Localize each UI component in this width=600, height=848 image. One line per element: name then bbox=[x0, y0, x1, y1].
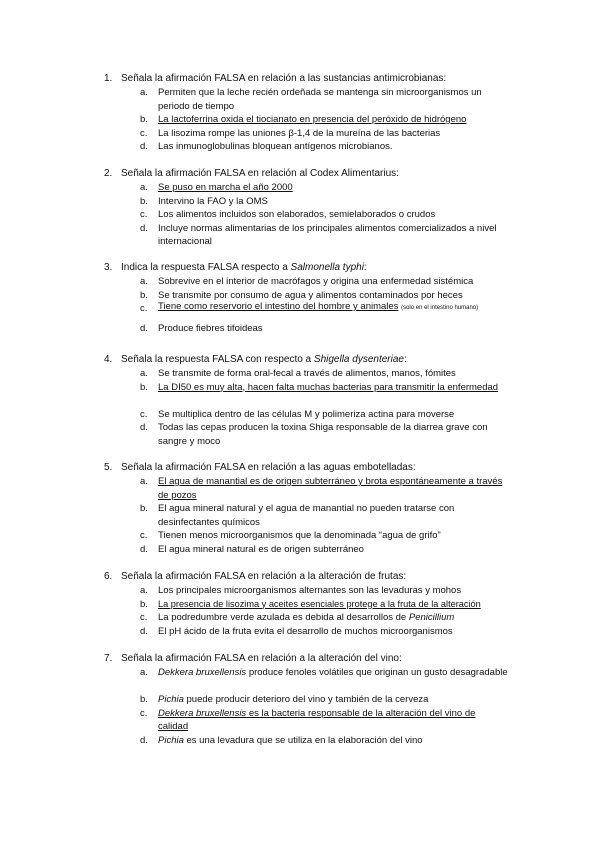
option-letter: c. bbox=[140, 303, 148, 314]
question-6 bbox=[0, 570, 600, 638]
option-text: Todas las cepas producen la toxina Shiga responsable de la diarrea grave con sangre y moco bbox=[158, 422, 488, 447]
option-text: Tienen menos microorganismos que la denominada “agua de grifo” bbox=[158, 530, 441, 541]
option-letter: a. bbox=[140, 276, 148, 287]
option-text: La lisozima rompe las uniones β-1,4 de la mureína de las bacterias bbox=[158, 127, 441, 139]
option-text: El agua mineral natural es de origen subterráneo bbox=[158, 543, 364, 555]
option-letter: b. bbox=[140, 195, 148, 207]
option-letter: b. bbox=[140, 694, 148, 705]
question-text: Señala la afirmación FALSA en relación al Codex Alimentarius: bbox=[121, 168, 399, 179]
option-letter: d. bbox=[140, 323, 148, 334]
question-number: 3. bbox=[104, 262, 113, 273]
species-name: Dekkera bruxellensis bbox=[158, 707, 247, 719]
option-text: El agua mineral natural y el agua de manantial no pueden tratarse con desinfectantes químicos bbox=[158, 503, 455, 528]
option-text: Permiten que la leche recién ordeñada se mantenga sin microorganismos un periodo de tiempo bbox=[158, 87, 482, 112]
question-number: 2. bbox=[104, 168, 113, 179]
option-text-marked: Dekkera bruxellensis es la bacteria responsable de la alteración del vino de calidad bbox=[158, 707, 476, 732]
question-number: 5. bbox=[104, 462, 113, 473]
option-letter: c. bbox=[140, 612, 148, 623]
option-letter: a. bbox=[140, 476, 148, 487]
question-text: Señala la afirmación FALSA en relación a las aguas embotelladas: bbox=[121, 462, 416, 473]
handwritten-note: (solo en el intestino humano) bbox=[401, 305, 479, 311]
option-letter: a. bbox=[140, 368, 148, 379]
question-text: Señala la afirmación FALSA en relación a las sustancias antimicrobianas: bbox=[121, 73, 447, 84]
question-2 bbox=[0, 167, 600, 249]
genus-name: Penicillium bbox=[408, 612, 455, 623]
question-text: Señala la respuesta FALSA con respecto a Shigella dysenteriae: bbox=[121, 354, 407, 365]
option-text-marked: El agua de manantial es de origen subterráneo y brota espontáneamente a través de pozos bbox=[158, 476, 503, 501]
question-7 bbox=[0, 652, 600, 747]
question-1 bbox=[0, 72, 600, 154]
option-text-marked: La presencia de lisozima y aceites esenciales protege a la fruta de la alteración bbox=[158, 598, 481, 609]
option-text: La podredumbre verde azulada es debida al desarrollos de Penicillium bbox=[158, 612, 455, 623]
option-text-marked: Se puso en marcha el año 2000 bbox=[158, 182, 293, 193]
option-letter: d. bbox=[140, 141, 148, 152]
question-text: Señala la afirmación FALSA en relación a la alteración del vino: bbox=[121, 653, 402, 664]
question-text: Indica la respuesta FALSA respecto a Salmonella typhi: bbox=[121, 262, 367, 273]
option-text: Intervino la FAO y la OMS bbox=[158, 195, 268, 207]
option-letter: b. bbox=[140, 289, 148, 301]
option-text: Los principales microorganismos alternantes son las levaduras y mohos bbox=[158, 585, 462, 596]
option-letter: d. bbox=[140, 222, 148, 234]
option-letter: a. bbox=[140, 182, 148, 193]
option-text: Dekkera bruxellensis produce fenoles volátiles que originan un gusto desagradable bbox=[158, 667, 508, 678]
option-text: Se transmite por consumo de agua y alimentos contaminados por heces bbox=[158, 289, 463, 301]
option-letter: d. bbox=[140, 422, 148, 433]
option-text: El pH ácido de la fruta evita el desarrollo de muchos microorganismos bbox=[158, 625, 453, 637]
option-text: Las inmunoglobulinas bloquean antígenos microbianos. bbox=[158, 141, 393, 152]
option-text: Sobrevive en el interior de macrófagos y origina una enfermedad sistémica bbox=[158, 276, 474, 287]
species-name: Salmonella typhi bbox=[290, 262, 364, 273]
question-5 bbox=[0, 461, 600, 556]
option-text: Se multiplica dentro de las células M y polimeriza actina para moverse bbox=[158, 408, 455, 420]
genus-name: Pichia bbox=[158, 694, 184, 705]
option-letter: b. bbox=[140, 381, 148, 393]
question-number: 1. bbox=[104, 73, 113, 84]
option-letter: a. bbox=[140, 585, 148, 596]
species-name: Shigella dysenteriae bbox=[313, 354, 404, 365]
question-number: 7. bbox=[104, 653, 113, 664]
option-letter: a. bbox=[140, 667, 148, 678]
option-letter: d. bbox=[140, 625, 148, 637]
option-letter: c. bbox=[140, 209, 148, 220]
option-letter: d. bbox=[140, 543, 148, 555]
option-text-marked: La DI50 es muy alta, hacen falta muchas bacterias para transmitir la enfermedad bbox=[158, 381, 499, 393]
option-text: Pichia puede producir deterioro del vino y también de la cerveza bbox=[158, 694, 429, 705]
option-letter: c. bbox=[140, 127, 148, 139]
option-text-marked: La lactoferrina oxida el tiocianato en presencia del peróxido de hidrógeno bbox=[158, 114, 467, 125]
question-number: 6. bbox=[104, 571, 113, 582]
question-3 bbox=[0, 261, 600, 336]
option-letter: a. bbox=[140, 87, 148, 98]
option-text: Incluye normas alimentarias de los principales alimentos comercializados a nivel internacional bbox=[158, 222, 497, 247]
option-letter: b. bbox=[140, 503, 148, 514]
question-number: 4. bbox=[104, 354, 113, 365]
option-letter: c. bbox=[140, 530, 148, 541]
option-text: Pichia es una levadura que se utiliza en la elaboración del vino bbox=[158, 734, 423, 746]
option-letter: b. bbox=[140, 114, 148, 125]
option-letter: c. bbox=[140, 408, 148, 420]
option-text: Los alimentos incluidos son elaborados, semielaborados o crudos bbox=[158, 209, 436, 220]
option-text-marked: Tiene como reservorio el intestino del hombre y animales (solo en el intestino humano) bbox=[158, 301, 479, 312]
question-text: Señala la afirmación FALSA en relación a la alteración de frutas: bbox=[121, 571, 407, 582]
option-text: Se transmite de forma oral-fecal a través de alimentos, manos, fómites bbox=[158, 368, 456, 379]
genus-name: Pichia bbox=[158, 734, 184, 746]
option-text: Produce fiebres tifoideas bbox=[158, 323, 263, 334]
species-name: Dekkera bruxellensis bbox=[158, 667, 247, 678]
option-letter: c. bbox=[140, 707, 148, 719]
option-letter: b. bbox=[140, 598, 148, 610]
question-4 bbox=[0, 353, 600, 448]
option-letter: d. bbox=[140, 734, 148, 746]
